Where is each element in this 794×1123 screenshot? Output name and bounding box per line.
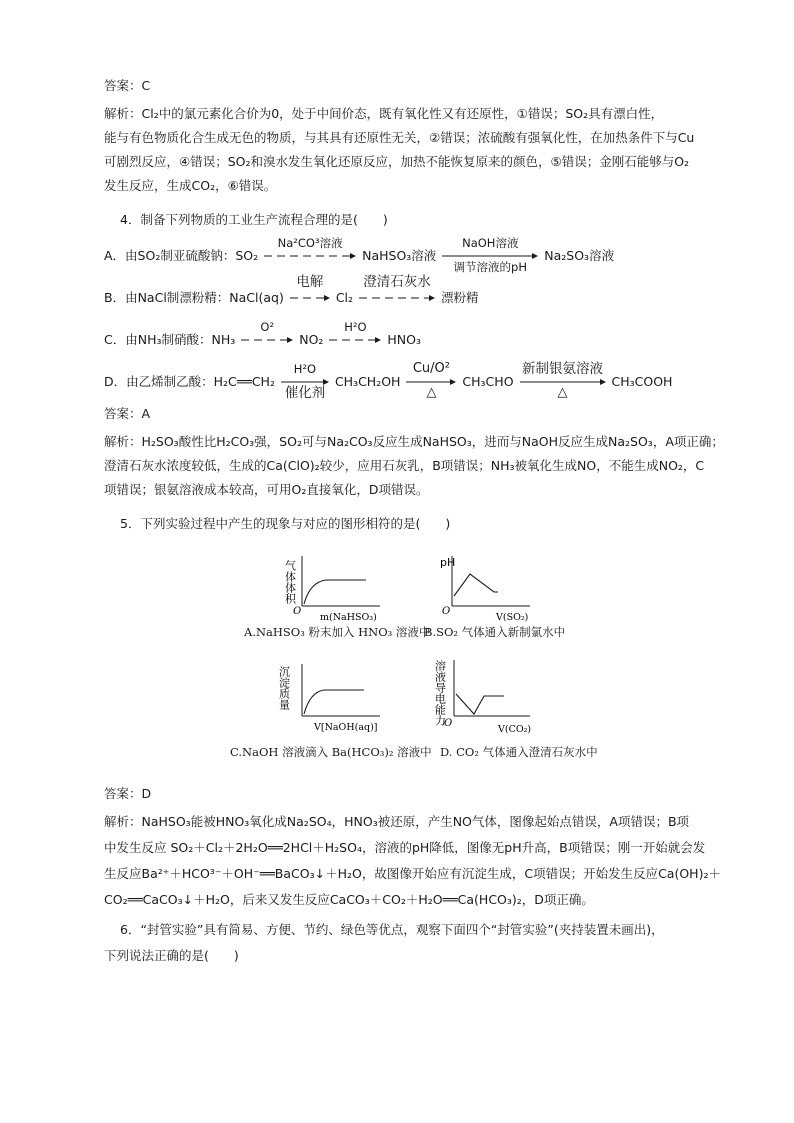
q4-a-end: Na₂SO₃溶液 bbox=[544, 248, 615, 263]
q4-answer: 答案：A bbox=[104, 406, 151, 421]
q5-chart-d-origin: O bbox=[444, 718, 453, 729]
q4-b-prefix: B．由NaCl制漂粉精：NaCl(aq) bbox=[104, 290, 284, 305]
q4-d-arrow-3-label-over: 新制银氨溶液 bbox=[522, 360, 604, 377]
q5-answer: 答案：D bbox=[104, 786, 152, 801]
q4-b-mid: Cl₂ bbox=[335, 290, 354, 305]
q4-a-mid: NaHSO₃溶液 bbox=[362, 248, 437, 263]
q5-chart-a-origin: O bbox=[293, 606, 302, 617]
q5-chart-a-xlabel: m(NaHSO₃) bbox=[320, 612, 377, 623]
q4-d-arrow-3 bbox=[520, 360, 606, 400]
q4-d-prefix: D．由乙烯制乙酸：H₂C══CH₂ bbox=[104, 374, 275, 389]
q5-chart-b-origin: O bbox=[442, 606, 451, 617]
q5-chart-b-xlabel: V(SO₂) bbox=[496, 612, 529, 623]
q5-chart-d-caption: D. CO₂ 气体通入澄清石灰水中 bbox=[440, 745, 598, 759]
q4-analysis-line-2: 澄清石灰水浓度较低，生成的Ca(ClO)₂较少，应用石灰乳，B项错误；NH₃被氧化生成NO，不能生成NO₂，C bbox=[104, 458, 705, 473]
q6-stem-line-2: 下列说法正确的是( ) bbox=[104, 948, 239, 963]
q4-c-arrow-2 bbox=[329, 319, 381, 351]
q5-chart-c-svg bbox=[240, 656, 440, 736]
q4-c-arrow-1 bbox=[241, 319, 293, 351]
q4-analysis-line-3: 项错误；银氨溶液成本较高，可用O₂直接氧化，D项错误。 bbox=[104, 482, 429, 497]
q5-chart-d-curve bbox=[456, 694, 504, 714]
q5-chart-b-curve bbox=[454, 574, 498, 596]
q4-a-arrow-2-label-over: NaOH溶液 bbox=[462, 235, 519, 250]
q5-chart-c-xlabel: V[NaOH(aq)] bbox=[314, 722, 378, 733]
q4-a-arrow-2-label-under: 调节溶液的pH bbox=[453, 259, 527, 274]
q4-b-arrow-2-label: 澄清石灰水 bbox=[363, 273, 431, 290]
q5-chart-b-svg bbox=[440, 546, 640, 626]
q4-d-arrow-1-label-over: H²O bbox=[293, 361, 317, 376]
q4-d-arrow-2-label-under: △ bbox=[426, 384, 437, 400]
q4-d-arrow-1 bbox=[281, 361, 329, 401]
q4-c-arrow-2-label: H²O bbox=[344, 319, 367, 334]
q4-analysis-line-1: 解析：H₂SO₃酸性比H₂CO₃强，SO₂可与Na₂CO₃反应生成NaHSO₃，进而与NaOH反应生成Na₂SO₃，A项正确； bbox=[104, 434, 724, 449]
q3-answer: 答案：C bbox=[104, 78, 151, 93]
q4-option-a bbox=[104, 235, 615, 274]
q4-d-end: CH₃COOH bbox=[611, 374, 673, 389]
q4-b-arrow-1-label: 电解 bbox=[296, 273, 324, 290]
q4-b-arrow-2 bbox=[359, 273, 435, 309]
q3-analysis-line-3: 可剧烈反应，④错误；SO₂和溴水发生氧化还原反应，加热不能恢复原来的颜色，⑤错误；金刚石能够与O₂ bbox=[104, 154, 690, 169]
q5-analysis-line-2: 中发生反应 SO₂＋Cl₂＋2H₂O══2HCl＋H₂SO₄，溶液的pH降低，图像无pH升高，B项错误；刚一开始就会发 bbox=[104, 840, 706, 855]
q4-b-end: 漂粉精 bbox=[441, 290, 479, 305]
q3-analysis-line-4: 发生反应，生成CO₂，⑥错误。 bbox=[104, 178, 277, 193]
q4-a-arrow-1 bbox=[264, 235, 356, 267]
q3-analysis-line-2: 能与有色物质化合生成无色的物质，与其具有还原性无关，②错误；浓硫酸有强氧化性，在加热条件下与Cu bbox=[104, 130, 695, 145]
q5-chart-b-ylabel: pH bbox=[440, 556, 456, 569]
q5-chart-a-svg bbox=[240, 546, 440, 626]
q5-chart-c-curve bbox=[304, 690, 364, 714]
q4-option-c bbox=[104, 319, 422, 351]
q4-stem: 4．制备下列物质的工业生产流程合理的是( ) bbox=[120, 212, 388, 227]
q4-a-prefix: A．由SO₂制亚硫酸钠：SO₂ bbox=[104, 248, 259, 263]
q5-analysis-line-4: CO₂══CaCO₃↓＋H₂O，后来又发生反应CaCO₃＋CO₂＋H₂O══Ca(HCO₃)₂，D项正确。 bbox=[104, 892, 594, 907]
q5-stem: 5．下列实验过程中产生的现象与对应的图形相符的是( ) bbox=[120, 516, 451, 531]
q5-chart-c-ylabel: 沉淀质量 bbox=[277, 666, 291, 710]
q4-a-arrow-2 bbox=[442, 235, 538, 274]
q5-analysis-line-3: 生反应Ba²⁺＋HCO³⁻＋OH⁻══BaCO₃↓＋H₂O，故图像开始应有沉淀生成，C项错误；开始发生反应Ca(OH)₂＋ bbox=[104, 866, 721, 881]
q4-d-arrow-2-label-over: Cu/O² bbox=[412, 360, 450, 376]
q4-option-d bbox=[104, 360, 673, 401]
q5-chart-c bbox=[230, 656, 440, 759]
q4-d-mid-2: CH₃CHO bbox=[462, 374, 514, 389]
q4-c-end: HNO₃ bbox=[387, 332, 422, 347]
q4-d-arrow-2 bbox=[406, 360, 456, 400]
q4-c-prefix: C．由NH₃制硝酸：NH₃ bbox=[104, 332, 236, 347]
q4-c-arrow-1-label: O² bbox=[260, 319, 275, 334]
q4-c-mid: NO₂ bbox=[299, 332, 324, 347]
q5-chart-a bbox=[240, 546, 440, 646]
q4-d-arrow-3-label-under: △ bbox=[557, 384, 568, 400]
q3-analysis-line-1: 解析：Cl₂中的氯元素化合价为0，处于中间价态，既有氧化性又有还原性，①错误；SO₂具有漂白性， bbox=[104, 106, 664, 121]
q5-analysis-line-1: 解析：NaHSO₃能被HNO₃氧化成Na₂SO₄，HNO₃被还原，产生NO气体，图像起始点错误，A项错误；B项 bbox=[104, 814, 690, 829]
q6-stem-line-1: 6．“封管实验”具有简易、方便、节约、绿色等优点，观察下面四个“封管实验”(夹持装置未画出)， bbox=[120, 922, 664, 937]
q5-chart-a-curve bbox=[304, 580, 366, 604]
q4-a-arrow-1-label: Na²CO³溶液 bbox=[277, 235, 343, 250]
q5-chart-a-ylabel: 气体体积 bbox=[283, 560, 297, 604]
q4-d-arrow-1-label-under: 催化剂 bbox=[284, 384, 326, 401]
q5-chart-c-caption: C.NaOH 溶液滴入 Ba(HCO₃)₂ 溶液中 bbox=[230, 745, 432, 759]
q5-chart-a-caption: A.NaHSO₃ 粉末加入 HNO₃ 溶液中 bbox=[244, 625, 431, 639]
q5-chart-d-ylabel: 溶液导电能力 bbox=[433, 660, 447, 726]
q4-option-b bbox=[104, 273, 479, 309]
q4-d-mid-1: CH₃CH₂OH bbox=[334, 374, 401, 389]
q5-chart-d-svg bbox=[433, 656, 640, 736]
q4-b-arrow-1 bbox=[290, 273, 330, 309]
q5-chart-b-caption: B.SO₂ 气体通入新制氯水中 bbox=[424, 625, 566, 639]
q5-chart-d-xlabel: V(CO₂) bbox=[498, 724, 532, 735]
q5-chart-b bbox=[424, 546, 640, 646]
q5-chart-d bbox=[433, 656, 640, 759]
